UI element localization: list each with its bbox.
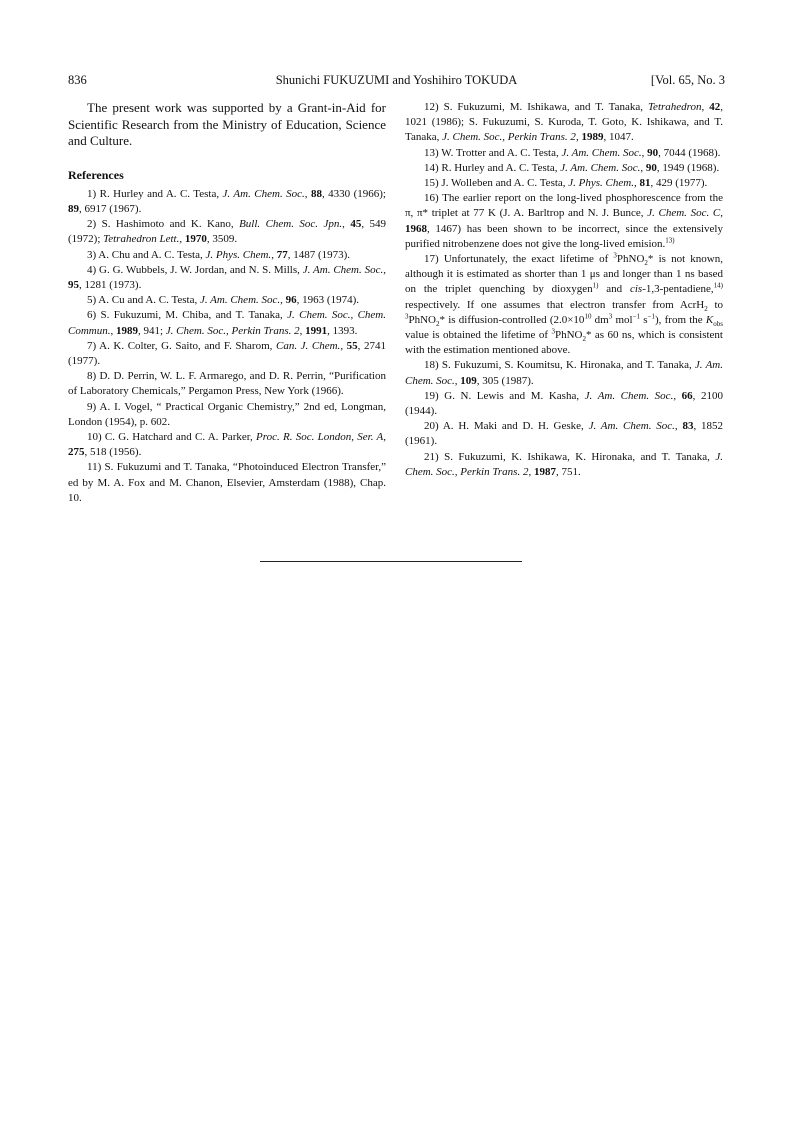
- reference-item: 10) C. G. Hatchard and C. A. Parker, Proc. R. Soc. London, Ser. A, 275, 518 (1956).: [68, 430, 386, 459]
- reference-item: 21) S. Fukuzumi, K. Ishikawa, K. Hironaka, and T. Tanaka, J. Chem. Soc., Perkin Trans. 2, 1987, 751.: [405, 450, 723, 478]
- reference-item: 15) J. Wolleben and A. C. Testa, J. Phys. Chem., 81, 429 (1977).: [424, 177, 708, 190]
- reference-item: 8) D. D. Perrin, W. L. F. Armarego, and D. R. Perrin, “Purification of Laboratory Chemicals,” Pergamon Press, New York (1966).: [68, 370, 386, 398]
- reference-item: 3) A. Chu and A. C. Testa, J. Phys. Chem., 77, 1487 (1973).: [87, 248, 351, 261]
- reference-item: 5) A. Cu and A. C. Testa, J. Am. Chem. Soc., 96, 1963 (1974).: [87, 294, 359, 307]
- left-column: [68, 100, 386, 506]
- acknowledgment: The present work was supported by a Grant-in-Aid for Scientific Research from the Ministry of Education, Science and Culture.: [68, 100, 386, 148]
- page-number: 836: [68, 73, 87, 87]
- reference-item: 17) Unfortunately, the exact lifetime of $^3$PhNO$_2$* is not known, although it is estimated as shorter than 1 μs and longer than 1 ns based on the triplet quenching by dioxygen$^{1)}$ and cis-1,3-pentadiene,$^{14)}$ respectively. If one assumes that electron transfer from AcrH$_2$ to $^3$PhNO$_2$* is diffusion-controlled ($2.0\times 10^{10}$ $dm^3$ mol$^{-1}$ $s^{-1}$), from the $K_{obs}$ value is obtained the lifetime of $^3$PhNO$_2$* as 60 ns, which is consistent with the estimation mentioned above.: [405, 251, 724, 357]
- reference-item: 7) A. K. Colter, G. Saito, and F. Sharom, Can. J. Chem., 55, 2741 (1977).: [68, 339, 386, 367]
- reference-item: 2) S. Hashimoto and K. Kano, Bull. Chem. Soc. Jpn., 45, 549 (1972); Tetrahedron Lett., 1970, 3509.: [68, 218, 386, 246]
- page-header: [68, 73, 725, 89]
- reference-item: 18) S. Fukuzumi, S. Koumitsu, K. Hironaka, and T. Tanaka, J. Am. Chem. Soc., 109, 305 (1987).: [405, 359, 723, 387]
- reference-item: 16) The earlier report on the long-lived phosphorescence from the π, π* triplet at 77 K (J. A. Barltrop and N. J. Bunce, J. Chem. Soc. C, 1968, 1467) has been shown to be incorrect, since the extensively purified nitrobenzene does not give the long-lived emision.$^{13)}$: [405, 192, 723, 250]
- reference-item: 20) A. H. Maki and D. H. Geske, J. Am. Chem. Soc., 83, 1852 (1961).: [405, 420, 723, 448]
- running-head-authors: Shunichi FUKUZUMI and Yoshihiro TOKUDA: [275, 73, 518, 87]
- reference-item: 12) S. Fukuzumi, M. Ishikawa, and T. Tanaka, Tetrahedron, 42, 1021 (1986); S. Fukuzumi, S. Kuroda, T. Goto, K. Ishikawa, and T. Tanaka, J. Chem. Soc., Perkin Trans. 2, 1989, 1047.: [405, 101, 723, 144]
- reference-item: 19) G. N. Lewis and M. Kasha, J. Am. Chem. Soc., 66, 2100 (1944).: [405, 389, 724, 418]
- reference-item: 4) G. G. Wubbels, J. W. Jordan, and N. S. Mills, J. Am. Chem. Soc., 95, 1281 (1973).: [68, 263, 386, 291]
- reference-item: 1) R. Hurley and A. C. Testa, J. Am. Chem. Soc., 88, 4330 (1966); 89, 6917 (1967).: [68, 187, 386, 215]
- reference-item: 13) W. Trotter and A. C. Testa, J. Am. Chem. Soc., 90, 7044 (1968).: [424, 146, 721, 159]
- volume-info: [Vol. 65, No. 3: [650, 73, 725, 87]
- reference-item: 6) S. Fukuzumi, M. Chiba, and T. Tanaka, J. Chem. Soc., Chem. Commun., 1989, 941; J. Chem. Soc., Perkin Trans. 2, 1991, 1393.: [68, 309, 386, 337]
- right-column: [405, 100, 723, 480]
- reference-list-right: [405, 100, 723, 480]
- end-rule: [260, 561, 522, 562]
- reference-item: 11) S. Fukuzumi and T. Tanaka, “Photoinduced Electron Transfer,” ed by M. A. Fox and M. Chanon, Elsevier, Amsterdam (1988), Chap. 10.: [68, 461, 386, 504]
- reference-item: 14) R. Hurley and A. C. Testa, J. Am. Chem. Soc., 90, 1949 (1968).: [424, 161, 720, 174]
- reference-list-left: [68, 187, 386, 506]
- reference-item: 9) A. I. Vogel, “ Practical Organic Chemistry,” 2nd ed, Longman, London (1954), p. 602.: [68, 400, 386, 428]
- references-heading: References: [68, 167, 124, 182]
